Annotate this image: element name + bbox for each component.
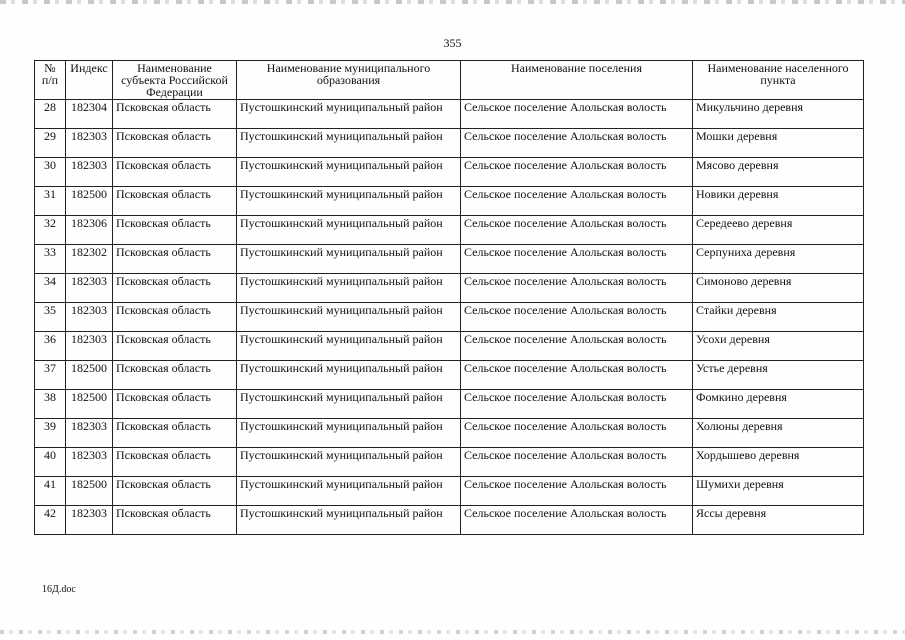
cell-num: 32	[35, 216, 66, 245]
cell-region: Псковская область	[113, 216, 237, 245]
cell-municipality: Пустошкинский муниципальный район	[237, 216, 461, 245]
cell-municipality: Пустошкинский муниципальный район	[237, 245, 461, 274]
cell-num: 42	[35, 506, 66, 535]
header-row	[35, 61, 864, 100]
cell-index: 182303	[66, 419, 113, 448]
cell-num: 40	[35, 448, 66, 477]
cell-settlement: Сельское поселение Алольская волость	[461, 245, 693, 274]
cell-region: Псковская область	[113, 448, 237, 477]
cell-settlement: Сельское поселение Алольская волость	[461, 129, 693, 158]
cell-num: 37	[35, 361, 66, 390]
table-row	[35, 187, 864, 216]
cell-region: Псковская область	[113, 100, 237, 129]
cell-num: 38	[35, 390, 66, 419]
cell-locality: Середеево деревня	[693, 216, 864, 245]
cell-region: Псковская область	[113, 361, 237, 390]
cell-index: 182303	[66, 274, 113, 303]
cell-index: 182302	[66, 245, 113, 274]
cell-settlement: Сельское поселение Алольская волость	[461, 216, 693, 245]
header-locality: Наименование населенного пункта	[693, 61, 864, 100]
table-row	[35, 506, 864, 535]
cell-region: Псковская область	[113, 303, 237, 332]
cell-region: Псковская область	[113, 506, 237, 535]
cell-settlement: Сельское поселение Алольская волость	[461, 332, 693, 361]
cell-municipality: Пустошкинский муниципальный район	[237, 129, 461, 158]
cell-num: 34	[35, 274, 66, 303]
cell-municipality: Пустошкинский муниципальный район	[237, 419, 461, 448]
cell-settlement: Сельское поселение Алольская волость	[461, 390, 693, 419]
cell-region: Псковская область	[113, 158, 237, 187]
cell-region: Псковская область	[113, 332, 237, 361]
cell-region: Псковская область	[113, 129, 237, 158]
cell-locality: Шумихи деревня	[693, 477, 864, 506]
cell-locality: Мясово деревня	[693, 158, 864, 187]
cell-municipality: Пустошкинский муниципальный район	[237, 361, 461, 390]
cell-num: 29	[35, 129, 66, 158]
cell-settlement: Сельское поселение Алольская волость	[461, 361, 693, 390]
cell-index: 182303	[66, 448, 113, 477]
cell-num: 30	[35, 158, 66, 187]
table-row	[35, 274, 864, 303]
cell-index: 182303	[66, 332, 113, 361]
cell-locality: Стайки деревня	[693, 303, 864, 332]
table-row	[35, 158, 864, 187]
cell-settlement: Сельское поселение Алольская волость	[461, 477, 693, 506]
cell-index: 182306	[66, 216, 113, 245]
cell-index: 182303	[66, 506, 113, 535]
cell-index: 182304	[66, 100, 113, 129]
cell-locality: Усохи деревня	[693, 332, 864, 361]
cell-region: Псковская область	[113, 245, 237, 274]
cell-locality: Симоново деревня	[693, 274, 864, 303]
cell-settlement: Сельское поселение Алольская волость	[461, 303, 693, 332]
cell-settlement: Сельское поселение Алольская волость	[461, 274, 693, 303]
table-row	[35, 419, 864, 448]
cell-region: Псковская область	[113, 477, 237, 506]
cell-region: Псковская область	[113, 419, 237, 448]
cell-municipality: Пустошкинский муниципальный район	[237, 332, 461, 361]
cell-municipality: Пустошкинский муниципальный район	[237, 303, 461, 332]
cell-settlement: Сельское поселение Алольская волость	[461, 506, 693, 535]
cell-municipality: Пустошкинский муниципальный район	[237, 187, 461, 216]
table-row	[35, 216, 864, 245]
table-row	[35, 129, 864, 158]
table-row	[35, 100, 864, 129]
table-row	[35, 477, 864, 506]
cell-settlement: Сельское поселение Алольская волость	[461, 419, 693, 448]
scan-artifact-top	[0, 0, 905, 4]
cell-municipality: Пустошкинский муниципальный район	[237, 477, 461, 506]
cell-settlement: Сельское поселение Алольская волость	[461, 158, 693, 187]
cell-municipality: Пустошкинский муниципальный район	[237, 274, 461, 303]
scan-artifact-bottom	[0, 630, 905, 634]
cell-index: 182500	[66, 187, 113, 216]
table-row	[35, 448, 864, 477]
cell-locality: Новики деревня	[693, 187, 864, 216]
settlements-table	[34, 60, 864, 535]
cell-num: 33	[35, 245, 66, 274]
cell-locality: Холюны деревня	[693, 419, 864, 448]
table-row	[35, 361, 864, 390]
file-name: 16Д.doc	[42, 584, 76, 595]
cell-index: 182303	[66, 158, 113, 187]
cell-index: 182500	[66, 477, 113, 506]
cell-settlement: Сельское поселение Алольская волость	[461, 100, 693, 129]
header-settlement: Наименование поселения	[461, 61, 693, 100]
cell-index: 182303	[66, 129, 113, 158]
cell-region: Псковская область	[113, 390, 237, 419]
cell-num: 28	[35, 100, 66, 129]
cell-num: 36	[35, 332, 66, 361]
cell-num: 31	[35, 187, 66, 216]
cell-locality: Мошки деревня	[693, 129, 864, 158]
cell-locality: Яссы деревня	[693, 506, 864, 535]
cell-municipality: Пустошкинский муниципальный район	[237, 158, 461, 187]
header-region: Наименование субъекта Российской Федерации	[113, 61, 237, 100]
cell-locality: Фомкино деревня	[693, 390, 864, 419]
table-body	[35, 100, 864, 535]
page-number: 355	[443, 36, 462, 50]
cell-index: 182303	[66, 303, 113, 332]
cell-locality: Хордышево деревня	[693, 448, 864, 477]
cell-locality: Серпуниха деревня	[693, 245, 864, 274]
table-row	[35, 390, 864, 419]
cell-municipality: Пустошкинский муниципальный район	[237, 506, 461, 535]
cell-municipality: Пустошкинский муниципальный район	[237, 390, 461, 419]
table-header	[35, 61, 864, 100]
table-row	[35, 303, 864, 332]
cell-index: 182500	[66, 390, 113, 419]
cell-index: 182500	[66, 361, 113, 390]
cell-region: Псковская область	[113, 274, 237, 303]
cell-settlement: Сельское поселение Алольская волость	[461, 448, 693, 477]
header-index: Индекс	[66, 61, 113, 100]
table-row	[35, 245, 864, 274]
header-municipality: Наименование муниципального образования	[237, 61, 461, 100]
cell-region: Псковская область	[113, 187, 237, 216]
cell-num: 41	[35, 477, 66, 506]
cell-municipality: Пустошкинский муниципальный район	[237, 448, 461, 477]
cell-locality: Микульчино деревня	[693, 100, 864, 129]
cell-settlement: Сельское поселение Алольская волость	[461, 187, 693, 216]
cell-num: 39	[35, 419, 66, 448]
cell-locality: Устье деревня	[693, 361, 864, 390]
table-row	[35, 332, 864, 361]
header-num: № п/п	[35, 61, 66, 100]
cell-num: 35	[35, 303, 66, 332]
cell-municipality: Пустошкинский муниципальный район	[237, 100, 461, 129]
